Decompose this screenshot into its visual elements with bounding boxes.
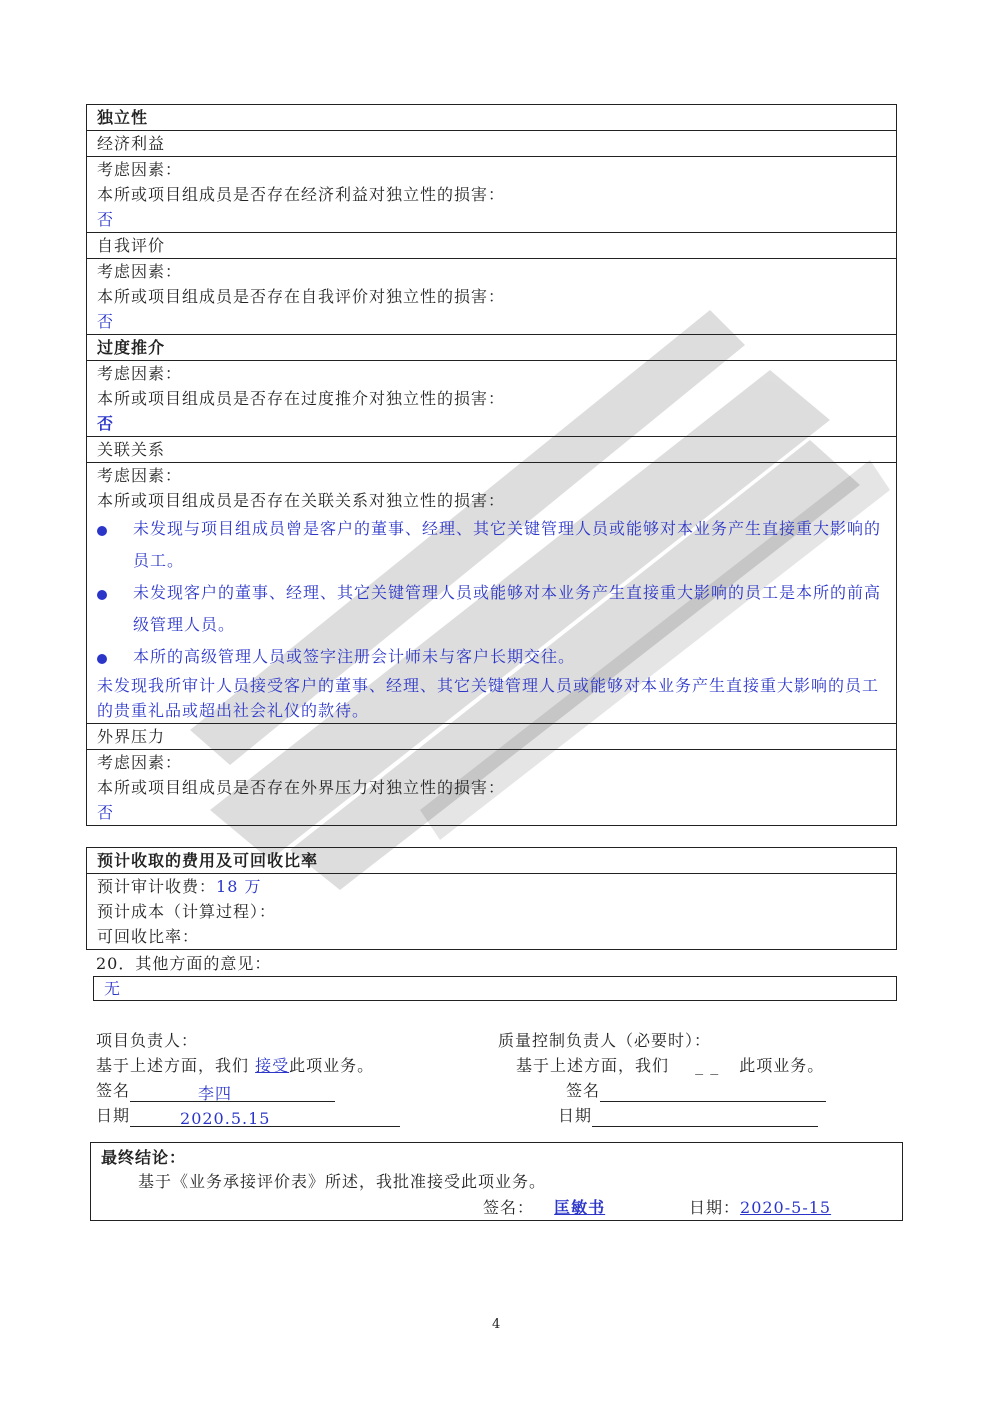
qc-statement: 基于上述方面，我们 _ _ 此项业务。 <box>516 1056 825 1075</box>
pressure-consider: 考虑因素： <box>97 753 183 772</box>
related-question: 本所或项目组成员是否存在关联关系对独立性的损害： <box>97 491 506 510</box>
fees-table <box>86 847 897 950</box>
econ-question: 本所或项目组成员是否存在经济利益对独立性的损害： <box>97 185 506 204</box>
qc-decision: _ _ <box>695 1056 720 1075</box>
pm-date-row: 日期 2020.5.15 <box>96 1105 400 1127</box>
fees-section <box>87 874 896 949</box>
recovery-label: 可回收比率： <box>97 927 200 946</box>
independence-header: 独立性 <box>87 105 896 131</box>
independence-table <box>86 104 897 826</box>
advocacy-consider: 考虑因素： <box>97 364 183 383</box>
bullet-dot-icon <box>97 526 107 536</box>
advocacy-title: 过度推介 <box>87 335 896 361</box>
final-date-value: 2020-5-15 <box>740 1198 832 1217</box>
pm-sign-row: 签名 李四 <box>96 1080 335 1102</box>
self-title: 自我评价 <box>87 233 896 259</box>
qc-sign-row: 签名 <box>566 1080 826 1102</box>
pm-sign-value: 李四 <box>198 1084 233 1103</box>
self-answer: 否 <box>97 312 115 331</box>
pm-decision: 接受 <box>255 1056 290 1075</box>
final-sign-value: 匡敏书 <box>554 1198 606 1217</box>
other-value: 无 <box>104 979 121 998</box>
related-consider: 考虑因素： <box>97 466 183 485</box>
qc-title: 质量控制负责人（必要时）： <box>498 1031 712 1050</box>
advocacy-question: 本所或项目组成员是否存在过度推介对独立性的损害： <box>97 389 506 408</box>
audit-fee-value: 18 万 <box>216 877 262 896</box>
self-question: 本所或项目组成员是否存在自我评价对独立性的损害： <box>97 287 506 306</box>
bullet-dot-icon <box>97 590 107 600</box>
pm-title: 项目负责人： <box>96 1031 199 1050</box>
econ-title: 经济利益 <box>87 131 896 157</box>
final-conclusion-box <box>90 1142 903 1221</box>
related-bullet-1: 未发现与项目组成员曾是客户的董事、经理、其它关键管理人员或能够对本业务产生直接重大影响的员工。 <box>97 513 896 577</box>
pm-date-value: 2020.5.15 <box>180 1109 271 1128</box>
audit-fee-line: 预计审计收费：18 万 <box>97 877 262 896</box>
advocacy-answer: 否 <box>97 414 115 433</box>
other-box <box>93 976 897 1001</box>
related-bullet-2: 未发现客户的董事、经理、其它关键管理人员或能够对本业务产生直接重大影响的员工是本所的前高级管理人员。 <box>97 577 896 641</box>
final-statement: 基于《业务承接评价表》所述，我批准接受此项业务。 <box>138 1172 547 1191</box>
related-bullet-3: 本所的高级管理人员或签字注册会计师未与客户长期交往。 <box>97 641 896 673</box>
bullet-dot-icon <box>97 654 107 664</box>
pressure-title: 外界压力 <box>87 724 896 750</box>
pressure-question: 本所或项目组成员是否存在外界压力对独立性的损害： <box>97 778 506 797</box>
other-label: 20．其他方面的意见： <box>96 954 272 973</box>
pressure-answer: 否 <box>97 803 115 822</box>
pressure-section <box>87 750 896 825</box>
related-note: 未发现我所审计人员接受客户的董事、经理、其它关键管理人员或能够对本业务产生直接重大影响的员工的贵重礼品或超出社会礼仪的款待。 <box>97 676 880 720</box>
self-section <box>87 259 896 335</box>
advocacy-section <box>87 361 896 437</box>
final-sign: 签名： 匡敏书 <box>483 1198 606 1217</box>
page-number: 4 <box>492 1317 502 1332</box>
related-section <box>87 463 896 724</box>
pm-statement: 基于上述方面，我们 接受此项业务。 <box>96 1056 375 1075</box>
self-consider: 考虑因素： <box>97 262 183 281</box>
fees-header: 预计收取的费用及可回收比率 <box>87 848 896 874</box>
qc-date-row: 日期 <box>558 1105 818 1127</box>
final-date: 日期：2020-5-15 <box>689 1198 832 1217</box>
related-title: 关联关系 <box>87 437 896 463</box>
econ-consider: 考虑因素： <box>97 160 183 179</box>
final-title: 最终结论： <box>101 1148 187 1167</box>
cost-label: 预计成本（计算过程）： <box>97 902 277 921</box>
econ-section <box>87 157 896 233</box>
econ-answer: 否 <box>97 210 115 229</box>
